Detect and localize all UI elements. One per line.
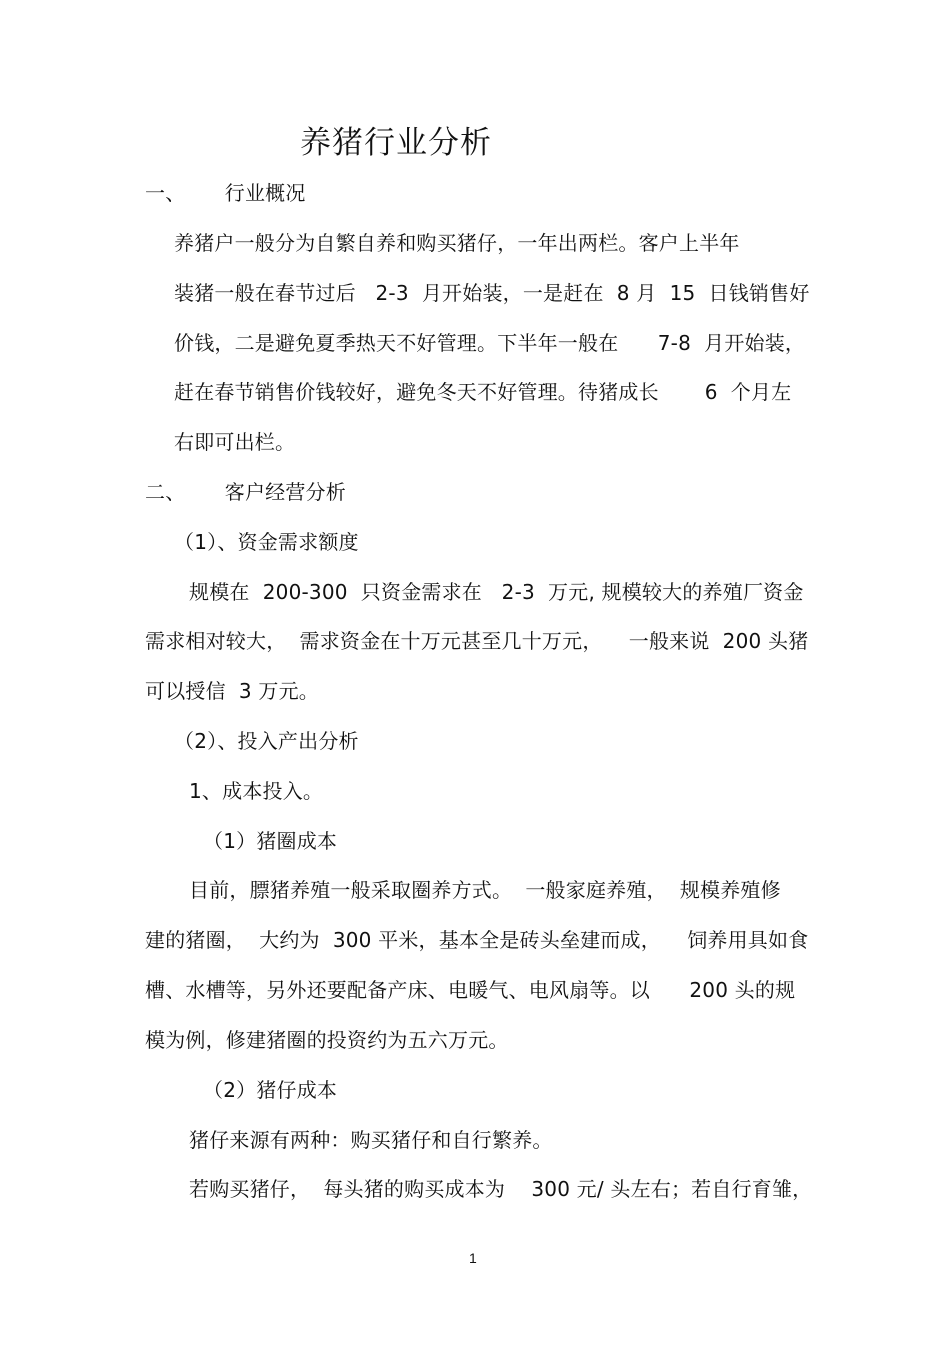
paragraph-line: 目前，膘猪养殖一般采取圈养方式。 一般家庭养殖， 规模养殖修 xyxy=(189,878,781,902)
paragraph-line: 槽、水槽等，另外还要配备产床、电暖气、电风扇等。以 200 头的规 xyxy=(145,978,796,1002)
subheading-cost-input: 1、成本投入。 xyxy=(189,779,324,803)
paragraph-line: 价钱，二是避免夏季热天不好管理。下半年一般在 7-8 月开始装， xyxy=(174,331,806,355)
subheading-input-output: （2）、投入产出分析 xyxy=(174,729,359,753)
paragraph-line: 猪仔来源有两种：购买猪仔和自行繁养。 xyxy=(189,1128,553,1152)
paragraph-line: 装猪一般在春节过后 2-3 月开始装，一是赶在 8 月 15 日钱销售好 xyxy=(174,281,810,305)
subheading-piglet-cost: （2）猪仔成本 xyxy=(203,1078,338,1102)
section-heading-overview: 一、 行业概况 xyxy=(145,181,306,205)
document-title: 养猪行业分析 xyxy=(300,125,492,161)
paragraph-line: 可以授信 3 万元。 xyxy=(145,679,319,703)
subheading-pen-cost: （1）猪圈成本 xyxy=(203,829,338,853)
paragraph-line: 养猪户一般分为自繁自养和购买猪仔，一年出两栏。客户上半年 xyxy=(174,231,740,255)
section-heading-analysis: 二、 客户经营分析 xyxy=(145,480,346,504)
paragraph-line: 若购买猪仔， 每头猪的购买成本为 300 元/ 头左右；若自行育雏， xyxy=(189,1177,813,1201)
subheading-funding: （1）、资金需求额度 xyxy=(174,530,359,554)
paragraph-line: 规模在 200-300 只资金需求在 2-3 万元, 规模较大的养殖厂资金 xyxy=(189,580,804,604)
page-number: 1 xyxy=(469,1250,477,1266)
paragraph-line: 模为例，修建猪圈的投资约为五六万元。 xyxy=(145,1028,509,1052)
paragraph-line: 右即可出栏。 xyxy=(174,430,296,454)
paragraph-line: 建的猪圈， 大约为 300 平米，基本全是砖头垒建而成， 饲养用具如食 xyxy=(145,928,809,952)
paragraph-line: 赶在春节销售价钱较好，避免冬天不好管理。待猪成长 6 个月左 xyxy=(174,380,792,404)
paragraph-line: 需求相对较大， 需求资金在十万元甚至几十万元， 一般来说 200 头猪 xyxy=(145,629,809,653)
